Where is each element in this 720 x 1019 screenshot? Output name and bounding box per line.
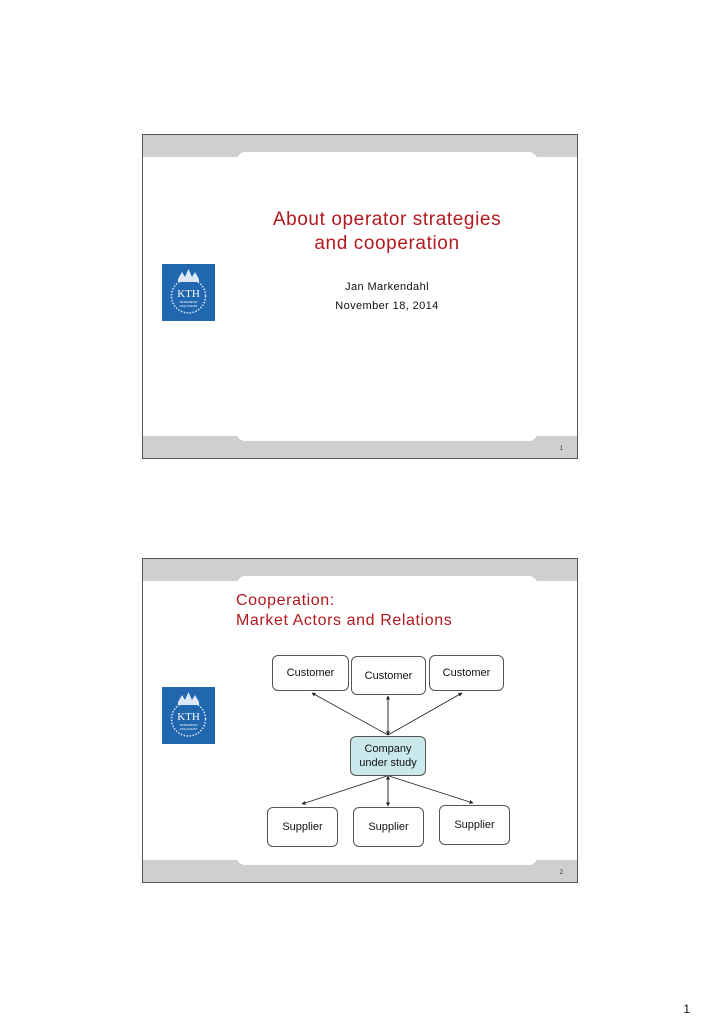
- link-supplier-3: [389, 776, 473, 803]
- slide-2: [142, 558, 578, 883]
- svg-text:VETENSKAP: VETENSKAP: [179, 723, 198, 727]
- svg-text:KTH: KTH: [177, 288, 200, 300]
- customer-node-1: Customer: [272, 655, 349, 691]
- link-supplier-1: [302, 776, 387, 804]
- slide-1: [142, 134, 578, 459]
- slide-page-number: 1: [559, 446, 563, 452]
- supplier-node-3: Supplier: [439, 805, 510, 845]
- svg-text:OCH KONST: OCH KONST: [179, 304, 198, 308]
- title-line-1: About operator strategies: [272, 209, 502, 230]
- slide-title: [237, 208, 537, 256]
- supplier-node-2: Supplier: [353, 807, 424, 847]
- svg-text:KTH: KTH: [177, 711, 200, 723]
- supplier-node-1: Supplier: [267, 807, 338, 847]
- title-line-2: Market Actors and Relations: [236, 612, 453, 629]
- kth-logo: [162, 264, 215, 321]
- slide-page-number: 2: [559, 870, 563, 876]
- customer-node-3: Customer: [429, 655, 504, 691]
- link-customer-3: [388, 693, 462, 735]
- company-under-study-node: Company under study: [350, 736, 426, 776]
- svg-text:OCH KONST: OCH KONST: [179, 727, 198, 731]
- author: Jan Markendahl: [345, 281, 429, 293]
- title-line-2: and cooperation: [314, 233, 460, 254]
- title-line-1: Cooperation:: [236, 592, 335, 609]
- svg-text:VETENSKAP: VETENSKAP: [179, 300, 198, 304]
- customer-node-2: Customer: [351, 656, 426, 695]
- link-customer-1: [312, 693, 388, 735]
- date: November 18, 2014: [335, 300, 439, 312]
- document-page-number: 1: [683, 1002, 690, 1016]
